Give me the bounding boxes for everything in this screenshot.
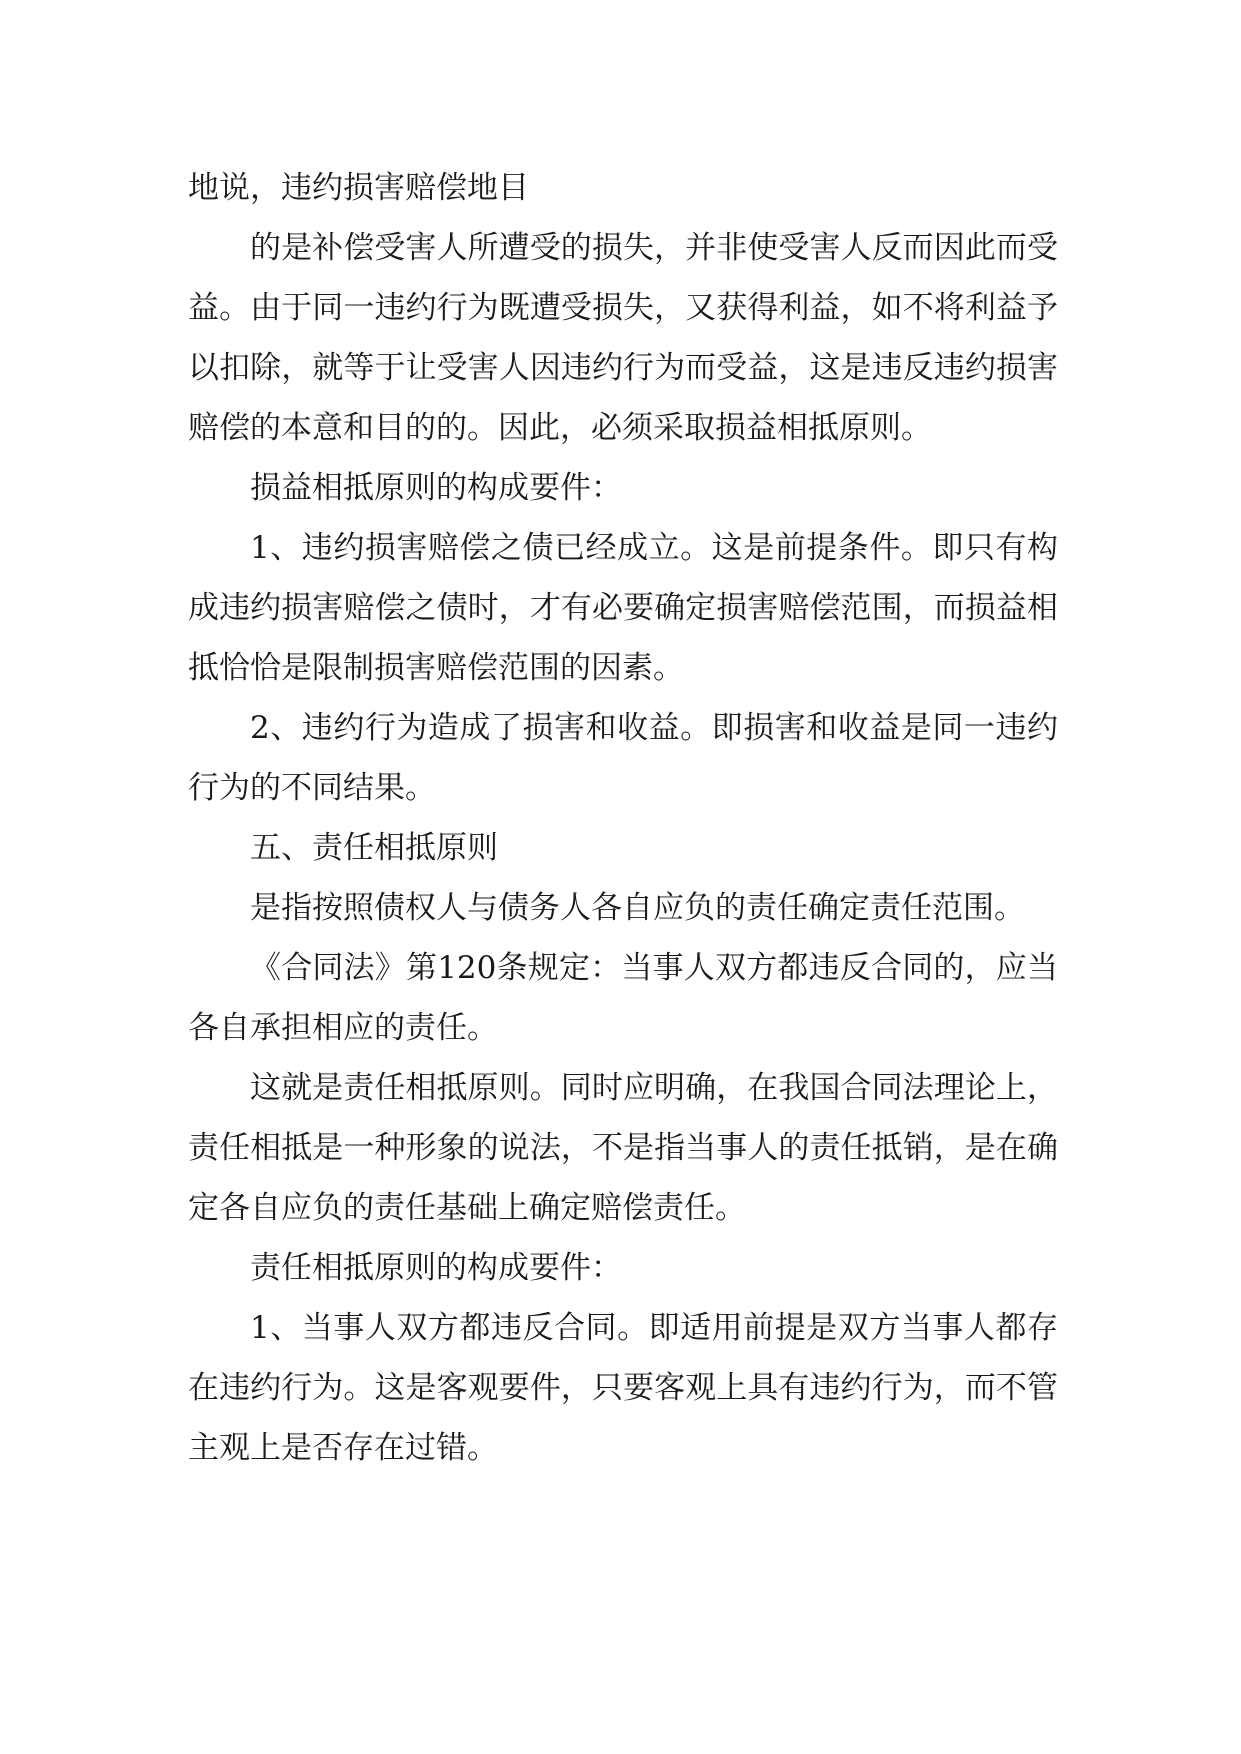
paragraph-liability-element-1: 1、当事人双方都违反合同。即适用前提是双方当事人都存在违约行为。这是客观要件，只要客观上具有违约行为，而不管主观上是否存在过错。 xyxy=(188,1310,1058,1466)
paragraph-offset-elements-heading: 损益相抵原则的构成要件： xyxy=(250,470,622,506)
paragraph-offset-element-2: 2、违约行为造成了损害和收益。即损害和收益是同一违约行为的不同结果。 xyxy=(188,710,1058,806)
paragraph-offset-element-1: 1、违约损害赔偿之债已经成立。这是前提条件。即只有构成违约损害赔偿之债时，才有必要确定损害赔偿范围，而损益相抵恰恰是限制损害赔偿范围的因素。 xyxy=(188,530,1058,686)
paragraph-contract-law-article: 《合同法》第120条规定：当事人双方都违反合同的，应当各自承担相应的责任。 xyxy=(188,950,1058,1046)
paragraph-compensation-purpose: 的是补偿受害人所遭受的损失，并非使受害人反而因此而受益。由于同一违约行为既遭受损失，又获得利益，如不将利益予以扣除，就等于让受害人因违约行为而受益，这是违反违约损害赔偿的本意和目的的。因此，必须采取损益相抵原则。 xyxy=(188,230,1058,446)
paragraph-liability-explanation: 这就是责任相抵原则。同时应明确，在我国合同法理论上，责任相抵是一种形象的说法，不是指当事人的责任抵销，是在确定各自应负的责任基础上确定赔偿责任。 xyxy=(188,1070,1058,1226)
document-body xyxy=(188,158,1058,1478)
paragraph-liability-elements-heading: 责任相抵原则的构成要件： xyxy=(250,1250,622,1286)
section-heading-liability-offset: 五、责任相抵原则 xyxy=(250,830,498,866)
paragraph-continuation: 地说，违约损害赔偿地目 xyxy=(188,170,529,206)
paragraph-liability-definition: 是指按照债权人与债务人各自应负的责任确定责任范围。 xyxy=(250,890,1025,926)
